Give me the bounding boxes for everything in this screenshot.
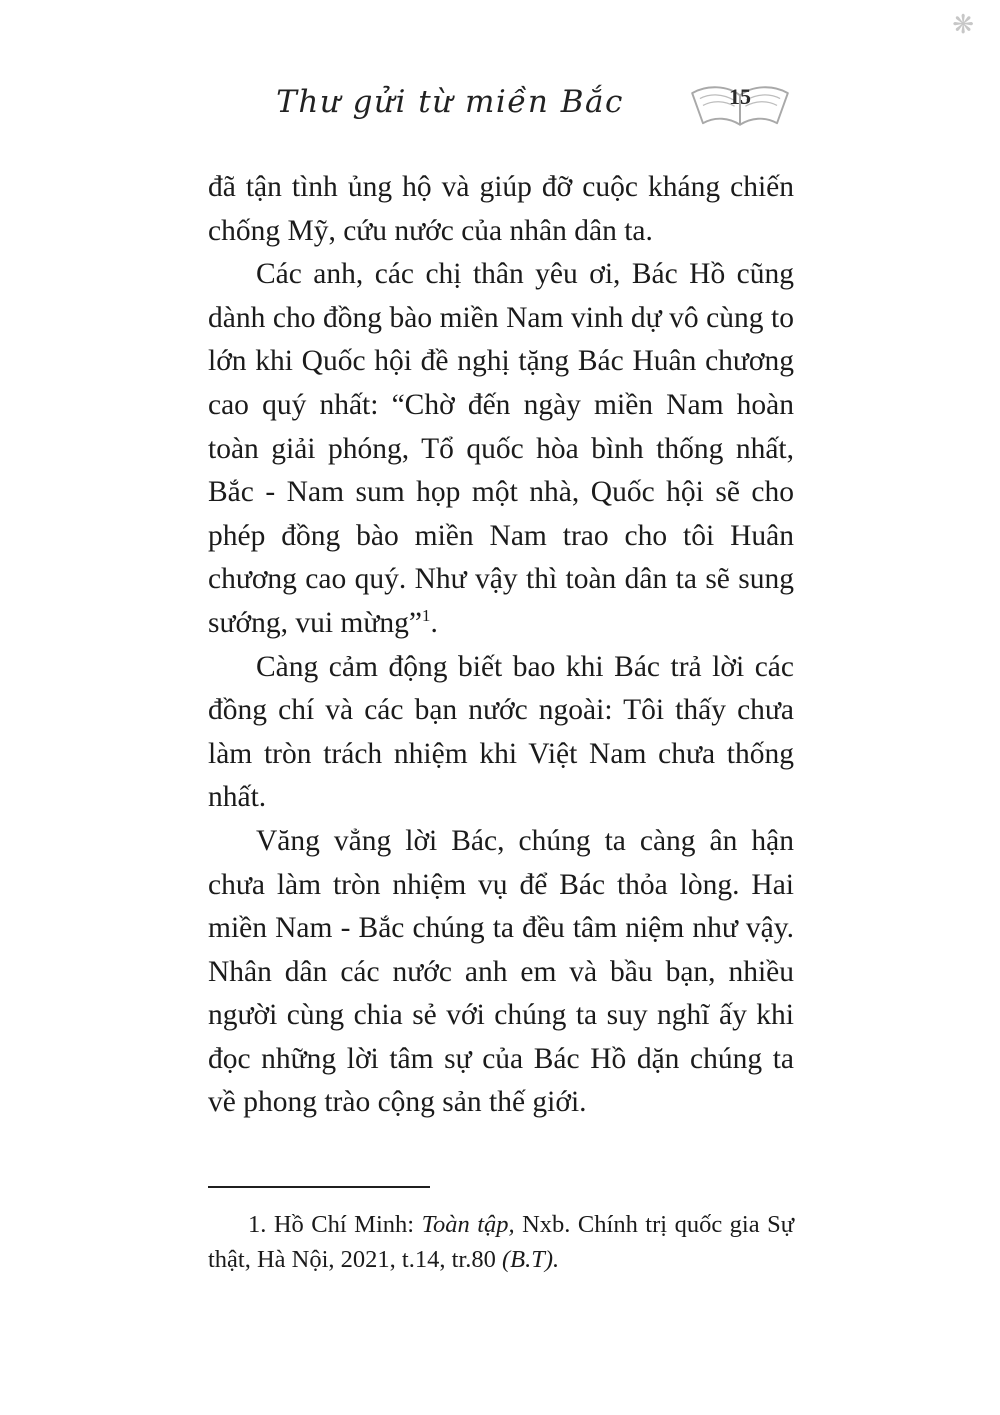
paragraph-text: . bbox=[430, 606, 438, 639]
footnote bbox=[208, 1208, 794, 1277]
footnote-text: 1. Hồ Chí Minh: bbox=[248, 1211, 422, 1238]
paragraph: đã tận tình ủng hộ và giúp đỡ cuộc kháng chiến chống Mỹ, cứu nước của nhân dân ta. bbox=[208, 171, 794, 247]
footnote-area bbox=[208, 1186, 794, 1277]
paragraph-text: Các anh, các chị thân yêu ơi, Bác Hồ cũng dành cho đồng bào miền Nam vinh dự vô cùng to lớn khi Quốc hội đề nghị tặng Bác Huân chương cao quý nhất: “Chờ đến ngày miền Nam hoàn toàn giải phóng, Tổ quốc hòa bình thống nhất, Bắc - Nam sum họp một nhà, Quốc hội sẽ cho phép đồng bào miền Nam trao cho tôi Huân chương cao quý. Như vậy thì toàn dân ta sẽ sung sướng, vui mừng” bbox=[208, 258, 794, 639]
page-body bbox=[208, 166, 794, 1125]
paragraph: Càng cảm động biết bao khi Bác trả lời các đồng chí và các bạn nước ngoài: Tôi thấy chưa làm tròn trách nhiệm khi Việt Nam chưa thống nhất. bbox=[208, 650, 794, 814]
footnote-text: Nxb. Chính trị quốc gia Sự thật, Hà Nội, 2021, t.14, tr.80 bbox=[208, 1211, 794, 1273]
page-number: 15 bbox=[729, 84, 751, 109]
running-title: Thư gửi từ miền Bắc bbox=[276, 84, 624, 120]
footnote-reference: 1 bbox=[421, 606, 431, 626]
flower-ornament-icon: ❋ bbox=[952, 10, 974, 40]
paragraph bbox=[208, 253, 794, 645]
footnote-divider bbox=[208, 1186, 430, 1188]
footnote-book-title: Toàn tập, bbox=[421, 1211, 515, 1238]
page-number-ornament bbox=[686, 80, 794, 134]
paragraph: Văng vẳng lời Bác, chúng ta càng ân hận chưa làm tròn nhiệm vụ để Bác thỏa lòng. Hai miền Nam - Bắc chúng ta đều tâm niệm như vậy. Nhân dân các nước anh em và bầu bạn, nhiều người cùng chia sẻ với chúng ta suy nghĩ ấy khi đọc những lời tâm sự của Bác Hồ dặn chúng ta về phong trào cộng sản thế giới. bbox=[208, 824, 794, 1119]
footnote-editor-note: (B.T). bbox=[501, 1245, 560, 1273]
